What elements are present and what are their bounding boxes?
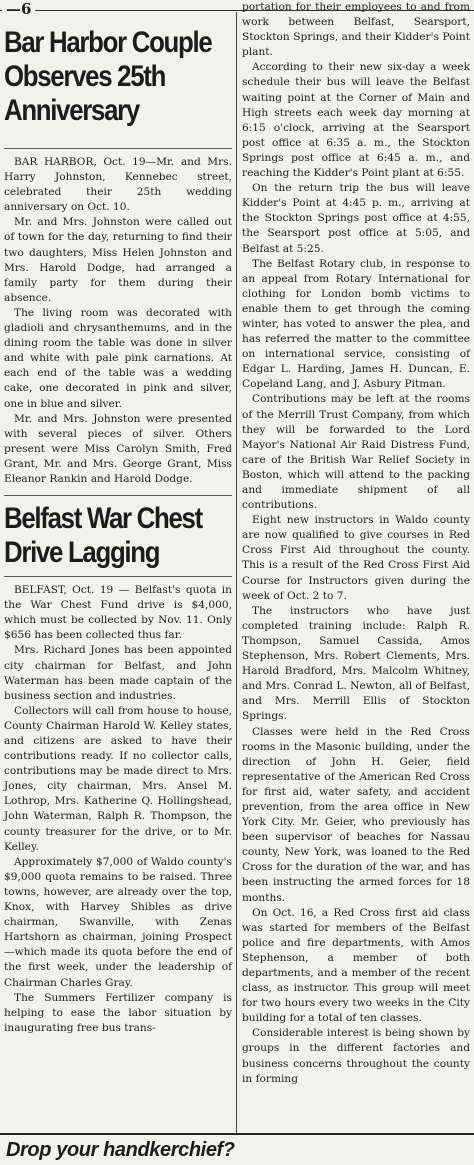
headline-rule — [4, 576, 232, 577]
article-paragraph: portation for their employees to and from work between Belfast, Searsport, Stockton Springs, and their Kidder's Point plant. — [242, 1, 470, 59]
article-paragraph: Mr. and Mrs. Johnston were presented with several pieces of silver. Others present were Miss Carolyn Smith, Fred Grant, Mr. and Mrs. George Grant, Miss Eleanor Rankin and Harold Dodge. — [4, 412, 232, 485]
article-paragraph: The instructors who have just completed training include: Ralph R. Thompson, Samuel Cassida, Amos Stephenson, Mrs. Robert Clements, Mrs. Harold Bradford, Mrs. Malcolm Whitney, and Mrs. Conrad L. Newton, all of Belfast, and Mrs. Merrill Ellis of Stockton Springs. — [242, 604, 470, 723]
article-paragraph: BELFAST, Oct. 19 — Belfast's quota in the War Chest Fund drive is $4,000, which must be collected by Nov. 11. Only $656 has been collected thus far. — [4, 584, 232, 642]
article-war-chest-continued — [242, 0, 470, 1087]
article-paragraph: Collectors will call from house to house, County Chairman Harold W. Kelley states, and citizens are asked to have their contributions ready. If no collector calls, contributions may be made direct to Mrs. Jones, city chairman, Mrs. Ansel M. Lothrop, Mrs. Katherine Q. Hollingshead, John Waterman, Ralph R. Thompson, the county treasurer for the drive, or to Mr. Kelley. — [4, 704, 232, 853]
article-paragraph: Contributions may be left at the rooms of the Merrill Trust Company, from which they will be forwarded to the Lord Mayor's National Air Raid Distress Fund, care of the British War Relief Society in Boston, which will attend to the packing and immediate shipment of all contributions. — [242, 393, 470, 512]
headline-war-chest: Belfast War Chest Drive Lagging — [4, 502, 202, 570]
article-paragraph: Classes were held in the Red Cross rooms in the Masonic building, under the direction of John H. Geier, field representative of the American Red Cross for first aid, water safety, and accident prevention, from the area office in New York City. Mr. Geier, who previously has been supervisor of beaches for Nassau county, New York, was loaned to the Red Cross for the duration of the war, and has been instructing the armed forces for 18 months. — [242, 725, 470, 904]
headline-rule — [4, 148, 232, 149]
article-paragraph: Approximately $7,000 of Waldo county's $9,000 quota remains to be raised. Three towns, however, are already over the top, Knox, with Harvey Shibles as drive chairman, Swanville, with Zenas Hartshorn as chairman, joining Prospect—which made its quota before the end of the first week, under the leadership of Chairman Charles Gray. — [4, 855, 232, 989]
article-paragraph: Considerable interest is being shown by groups in the different factories and business concerns throughout the county in forming — [242, 1027, 470, 1085]
article-separator — [4, 495, 232, 496]
left-column — [4, 26, 232, 1036]
article-paragraph: Mrs. Richard Jones has been appointed city chairman for Belfast, and John Waterman has been made captain of the business section and industries. — [4, 644, 232, 702]
banner-text: Drop your handkerchief? — [6, 1139, 235, 1161]
article-war-chest-body — [4, 583, 232, 1036]
article-paragraph: The Belfast Rotary club, in response to an appeal from Rotary International for clothing for London bomb victims to enable them to get through the coming winter, has voted to answer the plea, and has referred the matter to the committee on international service, consisting of Edgar L. Harding, James H. Duncan, E. Copeland Lang, and J. Asbury Pitman. — [242, 257, 470, 391]
article-paragraph: On Oct. 16, a Red Cross first aid class was started for members of the Belfast police and fire departments, with Amos Stephenson, a member of both departments, and a member of the recent class, as instructor. This group will meet for two hours every two weeks in the City building for a total of ten classes. — [242, 906, 470, 1025]
headline-bar-harbor: Bar Harbor Couple Observes 25th Anniversary — [4, 26, 212, 127]
right-column — [242, 0, 470, 1087]
article-paragraph: The living room was decorated with gladioli and chrysanthemums, and in the dining room the table was done in silver and white with pale pink carnations. At each end of the table was a wedding cake, one decorated in pink and silver, one in blue and silver. — [4, 306, 232, 410]
column-divider — [236, 12, 237, 1133]
article-paragraph: Eight new instructors in Waldo county are now qualified to give courses in Red Cross First Aid throughout the county. This is a result of the Red Cross First Aid Course for Instructors given during the week of Oct. 2 to 7. — [242, 514, 470, 602]
article-paragraph: According to their new six-day a week schedule their bus will leave the Belfast waiting point at the Corner of Main and High streets each week day morning at 6:15 o'clock, arriving at the Searsport post office at 6:35 a. m., the Stockton Springs post office at 6:45 a. m., and reaching the Kidder's Point plant at 6:55. — [242, 61, 470, 180]
article-paragraph: The Summers Fertilizer company is helping to ease the labor situation by inaugurating free bus trans- — [4, 991, 232, 1034]
article-bar-harbor-body — [4, 155, 232, 487]
page-number: —6 — [2, 0, 35, 18]
advertisement-banner — [0, 1133, 474, 1165]
article-paragraph: Mr. and Mrs. Johnston were called out of town for the day, returning to find their two daughters, Miss Helen Johnston and Mrs. Harold Dodge, had arranged a family party for them during their absence. — [4, 216, 232, 304]
article-paragraph: On the return trip the bus will leave Kidder's Point at 4:45 p. m., arriving at the Stockton Springs post office at 4:55, the Searsport post office at 5:05, and Belfast at 5:25. — [242, 182, 470, 255]
article-paragraph: BAR HARBOR, Oct. 19—Mr. and Mrs. Harry Johnston, Kennebec street, celebrated their 25th wedding anniversary on Oct. 10. — [4, 156, 232, 214]
